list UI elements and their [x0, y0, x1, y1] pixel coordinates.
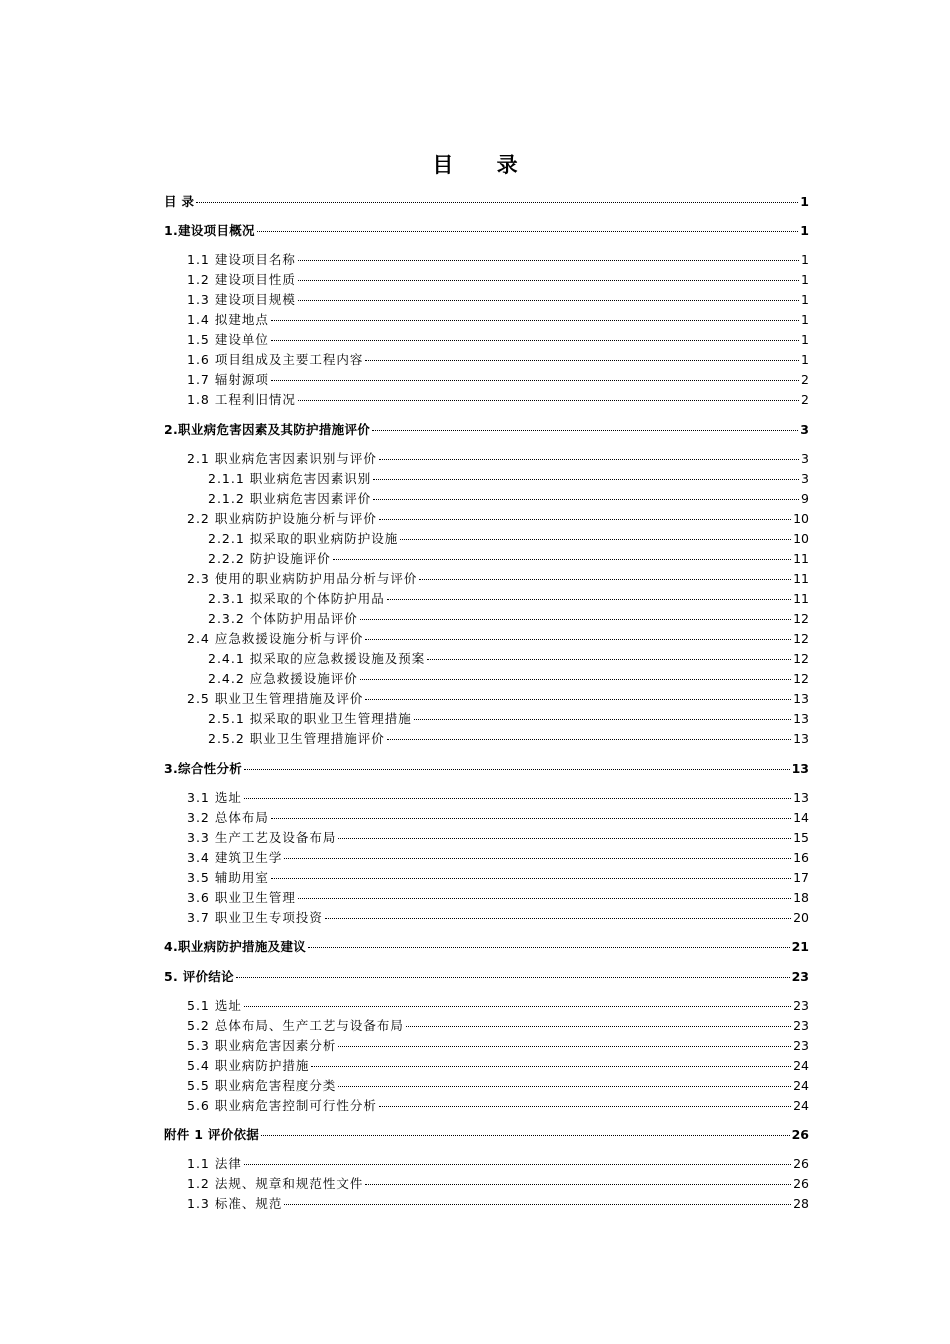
toc-entry-label: 2.2.2 防护设施评价: [208, 551, 331, 566]
dot-leader: [244, 1006, 791, 1007]
toc-entry[interactable]: [187, 809, 809, 827]
dot-leader: [271, 380, 799, 381]
dot-leader: [373, 499, 799, 500]
dot-leader: [311, 1066, 791, 1067]
toc-entry[interactable]: [187, 351, 809, 369]
dot-leader: [271, 340, 799, 341]
toc-entry[interactable]: [208, 730, 809, 748]
toc-entry-label: 1.2 法规、规章和规范性文件: [187, 1176, 364, 1191]
toc-page-number: 12: [793, 631, 809, 646]
toc-entry[interactable]: [187, 1077, 809, 1095]
toc-entry-label: 3.7 职业卫生专项投资: [187, 910, 323, 925]
toc-page-number: 23: [793, 998, 809, 1013]
toc-entry[interactable]: [164, 193, 809, 211]
toc-page-number: 13: [793, 790, 809, 805]
toc-entry[interactable]: [187, 909, 809, 927]
toc-page-number: 16: [793, 850, 809, 865]
dot-leader: [298, 400, 799, 401]
toc-entry[interactable]: [164, 760, 809, 778]
dot-leader: [372, 430, 798, 431]
dot-leader: [365, 699, 791, 700]
toc-entry[interactable]: [187, 570, 809, 588]
toc-entry-label: 1.8 工程利旧情况: [187, 392, 296, 407]
toc-entry-label: 2.5 职业卫生管理措施及评价: [187, 691, 364, 706]
toc-page-number: 24: [793, 1098, 809, 1113]
dot-leader: [406, 1026, 791, 1027]
dot-leader: [365, 1184, 791, 1185]
toc-entry[interactable]: [164, 421, 809, 439]
toc-entry[interactable]: [187, 690, 809, 708]
toc-entry-label: 2.5.2 职业卫生管理措施评价: [208, 731, 385, 746]
dot-leader: [271, 320, 799, 321]
toc-page-number: 1: [801, 352, 809, 367]
toc-entry-label: 1.6 项目组成及主要工程内容: [187, 352, 364, 367]
toc-page-number: 12: [793, 651, 809, 666]
dot-leader: [427, 659, 791, 660]
toc-entry-label: 3.3 生产工艺及设备布局: [187, 830, 337, 845]
toc-entry[interactable]: [164, 968, 809, 986]
dot-leader: [284, 1204, 791, 1205]
toc-page-number: 26: [793, 1176, 809, 1191]
toc-entry-label: 1.3 建设项目规模: [187, 292, 296, 307]
toc-entry-label: 5.4 职业病防护措施: [187, 1058, 310, 1073]
toc-page-number: 3: [801, 451, 809, 466]
toc-entry-label: 5.1 选址: [187, 998, 242, 1013]
dot-leader: [360, 619, 791, 620]
dot-leader: [284, 858, 791, 859]
dot-leader: [196, 202, 798, 203]
dot-leader: [325, 918, 791, 919]
toc-entry[interactable]: [187, 510, 809, 528]
toc-page-number: 28: [793, 1196, 809, 1211]
toc-entry[interactable]: [187, 450, 809, 468]
toc-page-number: 1: [801, 272, 809, 287]
toc-entry[interactable]: [187, 271, 809, 289]
dot-leader: [298, 280, 799, 281]
toc-page-number: 21: [791, 939, 809, 954]
dot-leader: [298, 260, 799, 261]
toc-entry[interactable]: [187, 1097, 809, 1115]
toc-entry-label: 2.5.1 拟采取的职业卫生管理措施: [208, 711, 412, 726]
toc-entry-label: 5. 评价结论: [164, 969, 234, 984]
dot-leader: [379, 519, 791, 520]
toc-page-number: 26: [791, 1127, 809, 1142]
toc-entry[interactable]: [187, 849, 809, 867]
toc-entry[interactable]: [187, 889, 809, 907]
toc-entry[interactable]: [187, 391, 809, 409]
dot-leader: [308, 947, 790, 948]
toc-entry[interactable]: [187, 251, 809, 269]
toc-page-number: 23: [791, 969, 809, 984]
toc-entry-label: 1.建设项目概况: [164, 223, 255, 238]
toc-entry-label: 4.职业病防护措施及建议: [164, 939, 307, 954]
toc-page-number: 3: [800, 422, 809, 437]
toc-page-number: 24: [793, 1058, 809, 1073]
dot-leader: [365, 360, 799, 361]
dot-leader: [338, 1046, 791, 1047]
toc-page-number: 10: [793, 531, 809, 546]
toc-page-number: 11: [793, 551, 809, 566]
page-title: 目 录: [432, 153, 536, 177]
toc-entry[interactable]: [187, 1017, 809, 1035]
toc-page-number: 9: [801, 491, 809, 506]
dot-leader: [257, 231, 798, 232]
toc-entry-label: 3.5 辅助用室: [187, 870, 269, 885]
dot-leader: [360, 679, 791, 680]
toc-entry-label: 2.1.1 职业病危害因素识别: [208, 471, 372, 486]
toc-entry-label: 5.6 职业病危害控制可行性分析: [187, 1098, 377, 1113]
dot-leader: [338, 838, 791, 839]
toc-page-number: 17: [793, 870, 809, 885]
toc-entry-label: 2.2 职业病防护设施分析与评价: [187, 511, 377, 526]
toc-entry[interactable]: [208, 590, 809, 608]
toc-page-number: 11: [793, 591, 809, 606]
toc-page-number: 14: [793, 810, 809, 825]
toc-entry-label: 2.1 职业病危害因素识别与评价: [187, 451, 377, 466]
dot-leader: [387, 599, 791, 600]
toc-page-number: 12: [793, 671, 809, 686]
toc-page-number: 1: [801, 312, 809, 327]
toc-page-number: 1: [801, 252, 809, 267]
toc-entry-label: 2.3 使用的职业病防护用品分析与评价: [187, 571, 418, 586]
toc-page-number: 1: [801, 292, 809, 307]
toc-entry[interactable]: [187, 331, 809, 349]
dot-leader: [365, 639, 791, 640]
toc-page-number: 18: [793, 890, 809, 905]
toc-entry-label: 1.5 建设单位: [187, 332, 269, 347]
toc-page-number: 24: [793, 1078, 809, 1093]
toc-entry-label: 3.1 选址: [187, 790, 242, 805]
toc-entry-label: 2.3.1 拟采取的个体防护用品: [208, 591, 385, 606]
toc-entry[interactable]: [208, 550, 809, 568]
toc-entry-label: 2.4.2 应急救援设施评价: [208, 671, 358, 686]
dot-leader: [414, 719, 791, 720]
dot-leader: [244, 769, 790, 770]
toc-page-number: 11: [793, 571, 809, 586]
dot-leader: [261, 1135, 789, 1136]
toc-page-number: 20: [793, 910, 809, 925]
toc-entry-label: 2.1.2 职业病危害因素评价: [208, 491, 372, 506]
toc-entry-label: 1.2 建设项目性质: [187, 272, 296, 287]
toc-entry[interactable]: [187, 371, 809, 389]
toc-page-number: 2: [801, 392, 809, 407]
toc-entry-label: 2.4 应急救援设施分析与评价: [187, 631, 364, 646]
toc-entry-label: 3.综合性分析: [164, 761, 243, 776]
toc-entry-label: 1.1 法律: [187, 1156, 242, 1171]
toc-page-number: 2: [801, 372, 809, 387]
toc-entry[interactable]: [187, 869, 809, 887]
dot-leader: [298, 300, 799, 301]
toc-page-number: 1: [800, 194, 809, 209]
toc-page-number: 26: [793, 1156, 809, 1171]
toc-page-number: 1: [801, 332, 809, 347]
toc-page-number: 13: [791, 761, 809, 776]
toc-entry[interactable]: [208, 530, 809, 548]
toc-entry-label: 3.2 总体布局: [187, 810, 269, 825]
toc-entry-label: 1.4 拟建地点: [187, 312, 269, 327]
toc-entry[interactable]: [187, 1175, 809, 1193]
dot-leader: [387, 739, 791, 740]
toc-entry[interactable]: [187, 1155, 809, 1173]
toc-entry[interactable]: [208, 610, 809, 628]
toc-entry[interactable]: [187, 291, 809, 309]
dot-leader: [333, 559, 791, 560]
toc-page-number: 23: [793, 1038, 809, 1053]
toc-entry-label: 5.5 职业病危害程度分类: [187, 1078, 337, 1093]
dot-leader: [236, 977, 790, 978]
toc-entry-label: 2.3.2 个体防护用品评价: [208, 611, 358, 626]
toc-entry[interactable]: [208, 710, 809, 728]
toc-entry-label: 目 录: [164, 194, 195, 209]
toc-entry[interactable]: [164, 938, 809, 956]
toc-entry[interactable]: [164, 222, 809, 240]
toc-page-number: 3: [801, 471, 809, 486]
toc-entry[interactable]: [187, 311, 809, 329]
toc-entry-label: 1.1 建设项目名称: [187, 252, 296, 267]
dot-leader: [244, 798, 791, 799]
toc-entry[interactable]: [164, 1126, 809, 1144]
dot-leader: [244, 1164, 791, 1165]
toc-entry[interactable]: [208, 650, 809, 668]
toc-entry-label: 5.2 总体布局、生产工艺与设备布局: [187, 1018, 404, 1033]
toc-entry[interactable]: [187, 1195, 809, 1213]
toc-entry[interactable]: [187, 789, 809, 807]
toc-entry[interactable]: [187, 1057, 809, 1075]
dot-leader: [379, 1106, 791, 1107]
toc-entry[interactable]: [187, 1037, 809, 1055]
dot-leader: [400, 539, 791, 540]
toc-entry[interactable]: [187, 997, 809, 1015]
toc-entry-label: 3.6 职业卫生管理: [187, 890, 296, 905]
toc-entry[interactable]: [187, 630, 809, 648]
toc-entry-label: 2.2.1 拟采取的职业病防护设施: [208, 531, 399, 546]
toc-page-number: 13: [793, 691, 809, 706]
toc-entry-label: 3.4 建筑卫生学: [187, 850, 283, 865]
dot-leader: [373, 479, 799, 480]
toc-entry-label: 2.4.1 拟采取的应急救援设施及预案: [208, 651, 426, 666]
toc-entry-label: 2.职业病危害因素及其防护措施评价: [164, 422, 371, 437]
dot-leader: [419, 579, 791, 580]
toc-page-number: 12: [793, 611, 809, 626]
toc-entry[interactable]: [187, 829, 809, 847]
toc-page-number: 13: [793, 711, 809, 726]
dot-leader: [298, 898, 791, 899]
toc-entry[interactable]: [208, 670, 809, 688]
toc-page-number: 13: [793, 731, 809, 746]
toc-entry-label: 附件 1 评价依据: [164, 1127, 260, 1142]
dot-leader: [338, 1086, 791, 1087]
toc-entry[interactable]: [208, 490, 809, 508]
toc-page-number: 23: [793, 1018, 809, 1033]
toc-entry-label: 5.3 职业病危害因素分析: [187, 1038, 337, 1053]
toc-page-number: 1: [800, 223, 809, 238]
dot-leader: [379, 459, 799, 460]
toc-entry-label: 1.7 辐射源项: [187, 372, 269, 387]
toc-page-number: 10: [793, 511, 809, 526]
dot-leader: [271, 878, 791, 879]
toc-entry-label: 1.3 标准、规范: [187, 1196, 283, 1211]
toc-page-number: 15: [793, 830, 809, 845]
toc-entry[interactable]: [208, 470, 809, 488]
dot-leader: [271, 818, 791, 819]
